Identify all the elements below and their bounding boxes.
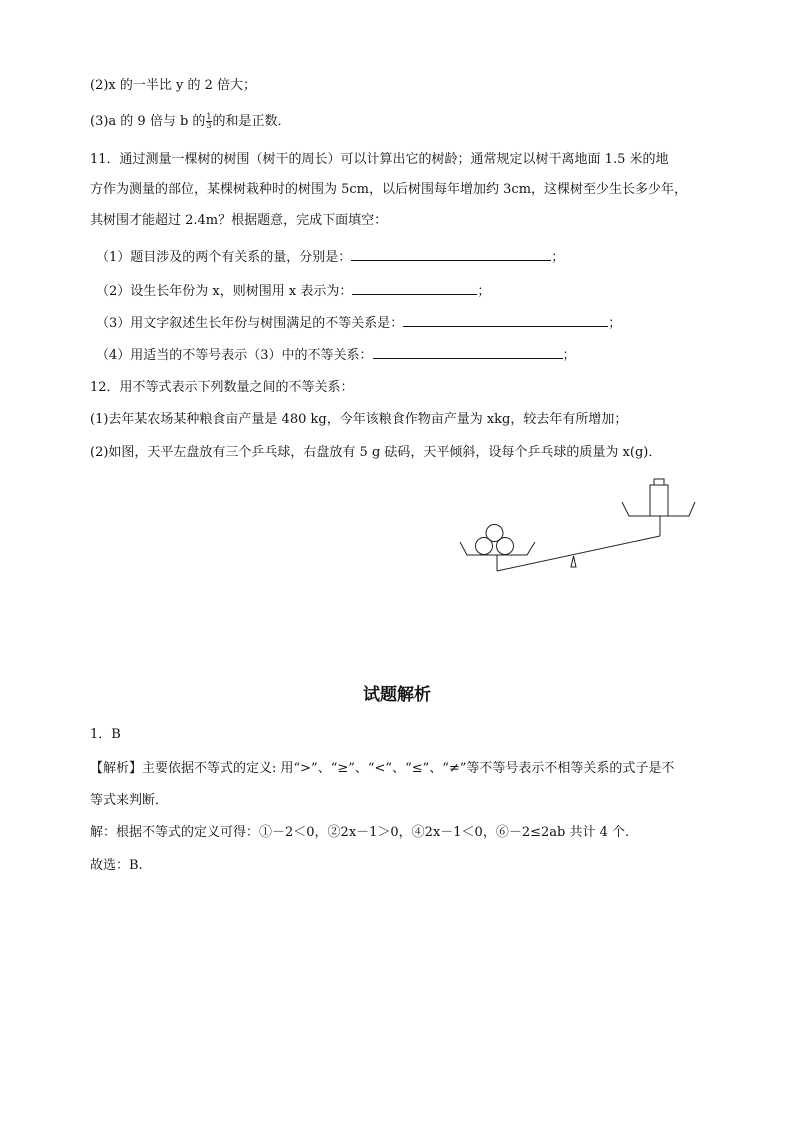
q12-item2: (2)如图，天平左盘放有三个乒乓球，右盘放有 5 g 砝码，天平倾斜，设每个乒乓球的质量为 x(g)． (90, 445, 662, 460)
q11-sub3 (96, 312, 621, 334)
weight-5g (650, 485, 668, 516)
right-pan (622, 502, 695, 516)
solution-title: 试题解析 (363, 685, 431, 705)
answer-blank-3[interactable] (403, 312, 608, 327)
balance-scale-diagram (455, 478, 705, 578)
answer-blank-4[interactable] (373, 344, 563, 359)
solution-text: 解：根据不等式的定义可得：①－2＜0，②2x－1＞0，④2x－1＜0，⑥－2≤2ab 共计 4 个. (90, 825, 630, 840)
choose-text: 故选：B. (90, 858, 143, 873)
q10-item3 (90, 112, 291, 132)
q11-line1: 11．通过测量一棵树的树围（树干的周长）可以计算出它的树龄；通常规定以树干离地面 1.5 米的地 (90, 152, 669, 167)
weight-top (654, 479, 664, 485)
fraction-numerator: 1 (206, 112, 212, 121)
q11-sub2-text: （2）设生长年份为 x，则树围用 x 表示为： (96, 284, 353, 299)
answer-1: 1．B (90, 727, 121, 742)
analysis-line2: 等式来判断． (90, 793, 169, 808)
q10-item3-pre: (3)a 的 9 倍与 b 的 (90, 114, 206, 129)
q11-line3: 其树围才能超过 2.4m？根据题意，完成下面填空： (90, 213, 388, 228)
q10-item3-post: 的和是正数． (212, 114, 291, 129)
answer-blank-1[interactable] (351, 246, 551, 261)
q12-line1: 12．用不等式表示下列数量之间的不等关系： (90, 380, 354, 395)
scale-fulcrum (571, 556, 576, 567)
fraction (206, 113, 211, 130)
end-mark: ； (562, 348, 576, 363)
scale-beam (497, 536, 660, 571)
q11-sub1 (96, 246, 564, 268)
q11-sub4-text: （4）用适当的不等号表示（3）中的不等关系： (96, 348, 373, 363)
end-mark: ； (477, 284, 491, 299)
q12-item1: (1)去年某农场某种粮食亩产量是 480 kg，今年该粮食作物亩产量为 xkg，较去年有所增加； (90, 412, 628, 427)
q11-sub4 (96, 344, 576, 366)
analysis-line1: 【解析】主要依据不等式的定义: 用“>”、“≥”、“<”、“≤”、“≠”等不等号表示不相等关系的式子是不 (90, 761, 675, 776)
q11-sub1-text: （1）题目涉及的两个有关系的量，分别是： (96, 250, 352, 265)
end-mark: ； (551, 250, 565, 265)
fraction-denominator: 3 (206, 121, 212, 130)
left-pan (460, 542, 535, 555)
q11-sub3-text: （3）用文字叙述生长年份与树围满足的不等关系是： (96, 316, 404, 331)
q11-line2: 方作为测量的部位，某棵树栽种时的树围为 5cm，以后树围每年增加约 3cm，这棵树至少生长多少年， (90, 182, 688, 197)
q10-item2: (2)x 的一半比 y 的 2 倍大； (90, 78, 257, 93)
end-mark: ； (608, 316, 622, 331)
answer-blank-2[interactable] (352, 280, 477, 295)
ping-pong-ball (486, 525, 503, 542)
q11-sub2 (96, 280, 490, 302)
